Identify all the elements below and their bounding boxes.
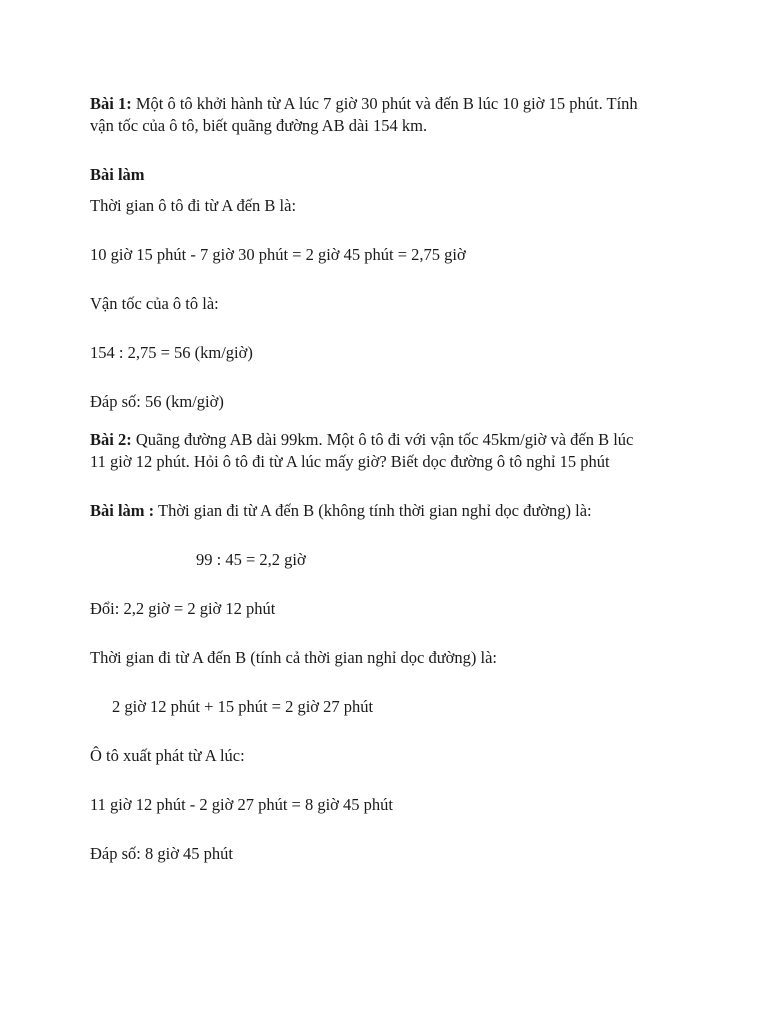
problem2-step-5: Ô tô xuất phát từ A lúc: [90,746,245,765]
problem1-statement-line1 [90,93,638,114]
problem2-answer: Đáp số: 8 giờ 45 phút [90,844,234,863]
problem2-step-3: Thời gian đi từ A đến B (tính cả thời gian nghỉ dọc đường) là: [90,648,498,667]
problem1-step-2: 10 giờ 15 phút - 7 giờ 30 phút = 2 giờ 45 phút = 2,75 giờ [90,245,466,264]
problem2-step-1: 99 : 45 = 2,2 giờ [196,550,306,569]
problem1-heading: Bài 1: [90,94,132,113]
problem1-answer: Đáp số: 56 (km/giờ) [90,392,224,411]
problem1-step-4: 154 : 2,75 = 56 (km/giờ) [90,343,253,362]
problem1-text-line2: vận tốc của ô tô, biết quãng đường AB dài 154 km. [90,116,428,135]
problem2-heading: Bài 2: [90,430,132,449]
problem2-statement-line1 [90,429,633,450]
problem2-text-line2: 11 giờ 12 phút. Hỏi ô tô đi từ A lúc mấy giờ? Biết dọc đường ô tô nghỉ 15 phút [90,452,610,471]
problem2-solution-intro: Thời gian đi từ A đến B (không tính thời gian nghỉ dọc đường) là: [154,501,592,520]
problem1-step-3: Vận tốc của ô tô là: [90,294,219,313]
problem2-solution-heading: Bài làm : [90,501,155,520]
problem2-step-2: Đổi: 2,2 giờ = 2 giờ 12 phút [90,599,276,618]
problem1-step-1: Thời gian ô tô đi từ A đến B là: [90,196,297,215]
problem2-solution-line [90,500,592,521]
problem2-step-6: 11 giờ 12 phút - 2 giờ 27 phút = 8 giờ 45 phút [90,795,393,814]
problem2-step-4: 2 giờ 12 phút + 15 phút = 2 giờ 27 phút [112,697,374,716]
problem1-solution-heading: Bài làm [90,165,145,184]
problem1-text-line1: Một ô tô khởi hành từ A lúc 7 giờ 30 phút và đến B lúc 10 giờ 15 phút. Tính [131,94,638,113]
problem2-text-line1: Quãng đường AB dài 99km. Một ô tô đi với vận tốc 45km/giờ và đến B lúc [131,430,634,449]
